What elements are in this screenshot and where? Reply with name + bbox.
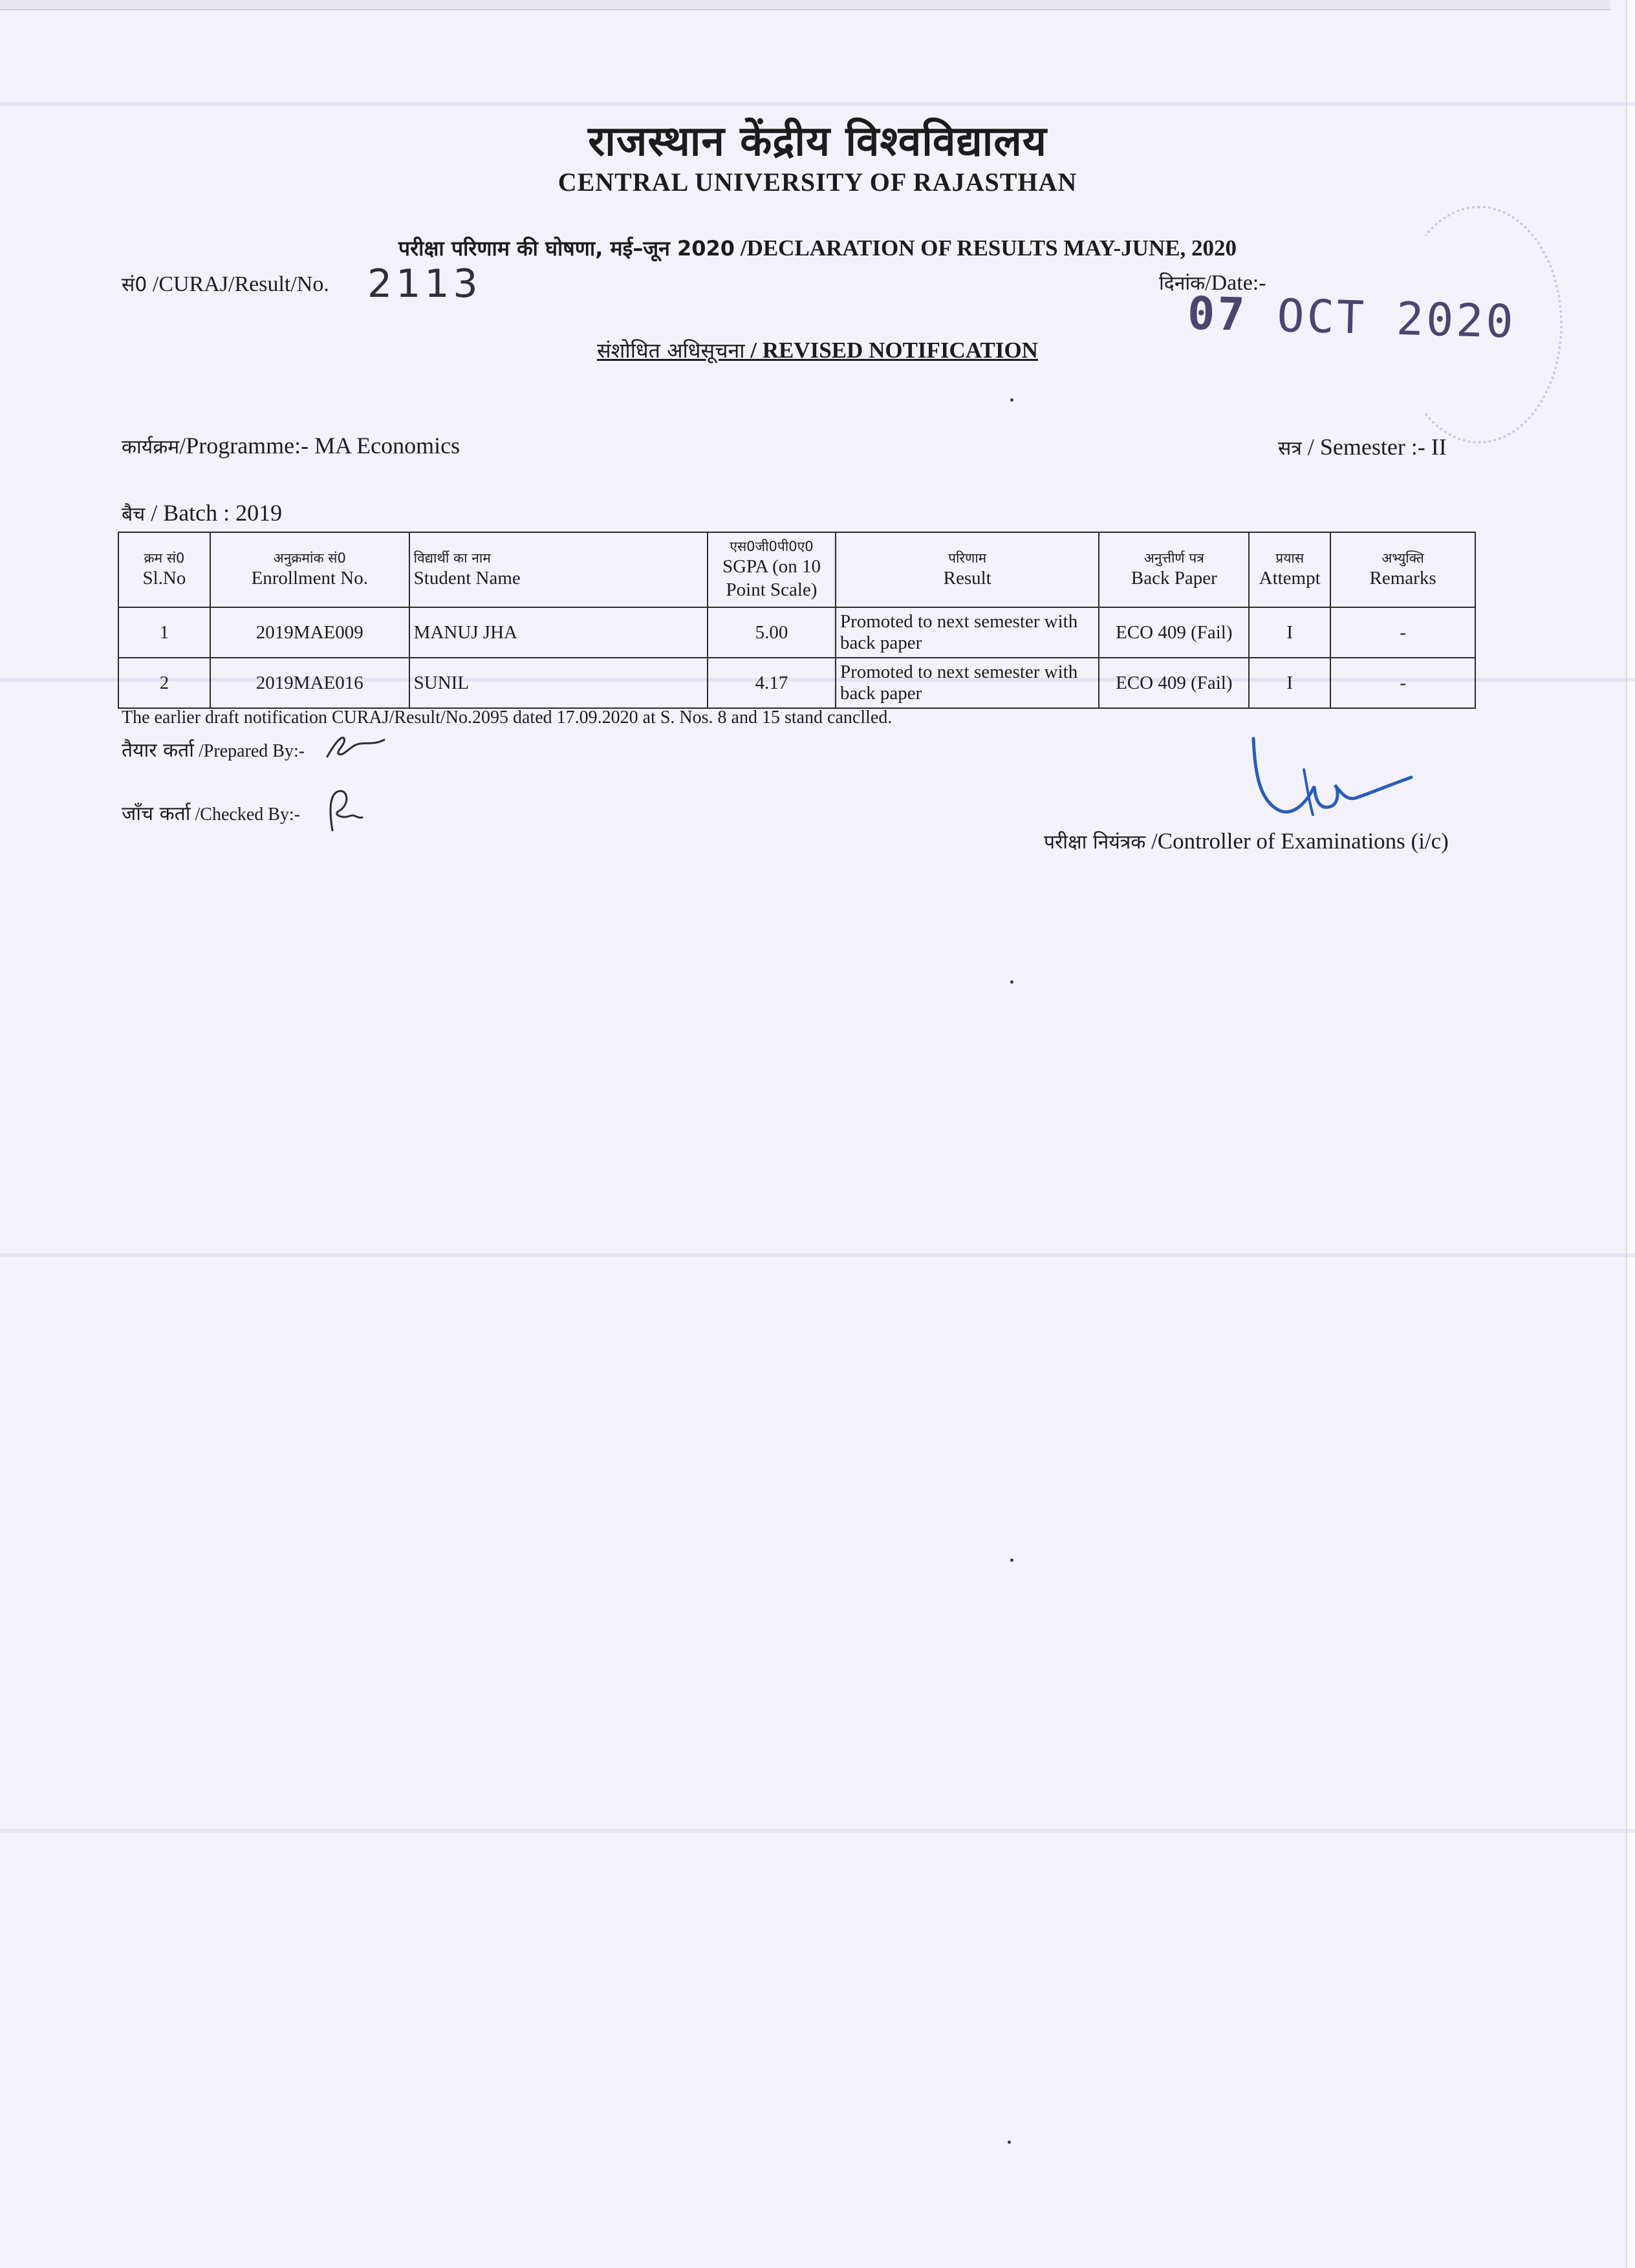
- declaration-heading: [0, 234, 1635, 262]
- column-header-hindi: एस0जी0पी0ए0: [730, 538, 814, 554]
- column-header-enrollment: [210, 532, 409, 607]
- notification-title: [0, 336, 1635, 364]
- scan-dust: [1010, 980, 1013, 984]
- scan-dust: [1010, 398, 1013, 402]
- table-row: [118, 658, 1475, 708]
- cell-back-paper: ECO 409 (Fail): [1099, 658, 1249, 708]
- declaration-english: /DECLARATION OF RESULTS MAY-JUNE, 2020: [740, 235, 1237, 261]
- checked-by-line: [122, 799, 300, 826]
- notification-title-english: / REVISED NOTIFICATION: [744, 338, 1038, 363]
- checked-label-hindi: जाँच कर्ता: [122, 803, 191, 825]
- programme-line: [122, 432, 460, 459]
- reference-number-handwritten: 2113: [367, 261, 482, 307]
- reference-label-hindi: सं0: [122, 274, 147, 296]
- controller-label-english: /Controller of Examinations (i/c): [1145, 828, 1449, 854]
- prepared-by-signature: [322, 726, 393, 764]
- cell-sl-no: 2: [118, 658, 210, 708]
- column-header-english: Student Name: [413, 568, 521, 589]
- scan-top-edge: [0, 0, 1610, 10]
- declaration-hindi: परीक्षा परिणाम की घोषणा, मई–जून 2020: [398, 236, 735, 261]
- cell-back-paper: ECO 409 (Fail): [1099, 607, 1249, 658]
- scan-streak: [0, 1253, 1635, 1257]
- column-header-english: Enrollment No.: [251, 568, 368, 589]
- programme-label-hindi: कार्यक्रम: [122, 436, 180, 459]
- semester-line: [1278, 433, 1447, 460]
- notification-title-hindi: संशोधित अधिसूचना: [597, 338, 745, 363]
- cell-remarks: -: [1330, 658, 1475, 708]
- column-header-english: Sl.No: [142, 568, 186, 589]
- date-label-english: /Date:-: [1205, 271, 1266, 295]
- cell-attempt: I: [1249, 607, 1330, 658]
- column-header-hindi: विद्यार्थी का नाम: [413, 550, 491, 566]
- cell-remarks: -: [1330, 607, 1475, 658]
- column-header-english: Back Paper: [1131, 568, 1217, 589]
- table-row: [118, 607, 1475, 658]
- prepared-by-line: [122, 736, 305, 762]
- university-name-english: CENTRAL UNIVERSITY OF RAJASTHAN: [558, 167, 1077, 197]
- cell-student-name: SUNIL: [409, 658, 708, 708]
- cell-sl-no: 1: [118, 607, 210, 658]
- column-header-hindi: अनुक्रमांक सं0: [273, 550, 346, 566]
- scan-dust: [1010, 1559, 1013, 1562]
- checked-by-signature: [323, 783, 375, 841]
- programme-label-english: /Programme:-: [179, 433, 309, 459]
- semester-value: II: [1425, 434, 1447, 460]
- scan-dust: [1008, 2141, 1011, 2144]
- checked-label-english: /Checked By:-: [190, 805, 301, 825]
- footnote: The earlier draft notification CURAJ/Result/No.2095 dated 17.09.2020 at S. Nos. 8 and 15 stand canclled.: [122, 707, 893, 728]
- scan-streak: [0, 1829, 1635, 1833]
- batch-value: 2019: [230, 500, 283, 526]
- cell-enrollment: 2019MAE009: [210, 607, 409, 658]
- column-header-back-paper: [1099, 532, 1249, 607]
- semester-label-english: / Semester :-: [1301, 434, 1425, 460]
- date-stamp-day: 07: [1187, 286, 1248, 341]
- column-header-sl-no: [118, 532, 210, 607]
- column-header-sgpa: [708, 532, 836, 607]
- column-header-hindi: प्रयास: [1275, 550, 1305, 566]
- cell-result: Promoted to next semester with back paper: [836, 607, 1099, 658]
- column-header-english: Attempt: [1259, 568, 1321, 589]
- date-stamp-month-year: OCT 2020: [1276, 288, 1517, 349]
- column-header-english: Remarks: [1369, 568, 1436, 589]
- cell-attempt: I: [1249, 658, 1330, 708]
- table-header-row: [118, 532, 1475, 607]
- column-header-hindi: परिणाम: [948, 550, 987, 566]
- controller-of-examinations: [1044, 828, 1449, 854]
- column-header-result: [836, 532, 1099, 607]
- column-header-attempt: [1249, 532, 1330, 607]
- scan-streak: [0, 102, 1635, 106]
- prepared-label-english: /Prepared By:-: [194, 741, 305, 761]
- controller-label-hindi: परीक्षा नियंत्रक: [1044, 831, 1146, 854]
- batch-label-english: / Batch :: [145, 500, 230, 526]
- reference-label: [122, 270, 329, 297]
- prepared-label-hindi: तैयार कर्ता: [122, 739, 194, 762]
- column-header-hindi: अभ्युक्ति: [1381, 550, 1424, 566]
- cell-sgpa: 5.00: [708, 607, 836, 658]
- column-header-hindi: अनुत्तीर्ण पत्र: [1143, 550, 1204, 566]
- reference-label-english: /CURAJ/Result/No.: [147, 272, 329, 296]
- column-header-student-name: [409, 532, 708, 607]
- cell-sgpa: 4.17: [708, 658, 836, 708]
- semester-label-hindi: सत्र: [1278, 437, 1302, 460]
- office-seal-faded: [1396, 206, 1563, 444]
- date-label-hindi: दिनांक: [1159, 272, 1206, 295]
- column-header-hindi: क्रम सं0: [144, 550, 185, 566]
- column-header-english: SGPA (on 10 Point Scale): [722, 556, 821, 601]
- controller-signature: [1242, 731, 1416, 841]
- programme-value: MA Economics: [309, 433, 460, 459]
- batch-label-hindi: बैच: [122, 503, 146, 526]
- university-name-hindi: राजस्थान केंद्रीय विश्वविद्यालय: [588, 118, 1047, 166]
- column-header-remarks: [1330, 532, 1475, 607]
- cell-result: Promoted to next semester with back paper: [836, 658, 1099, 708]
- cell-student-name: MANUJ JHA: [409, 607, 708, 658]
- batch-line: [122, 499, 282, 526]
- cell-enrollment: 2019MAE016: [210, 658, 409, 708]
- column-header-english: Result: [943, 568, 991, 589]
- results-table: [118, 532, 1476, 709]
